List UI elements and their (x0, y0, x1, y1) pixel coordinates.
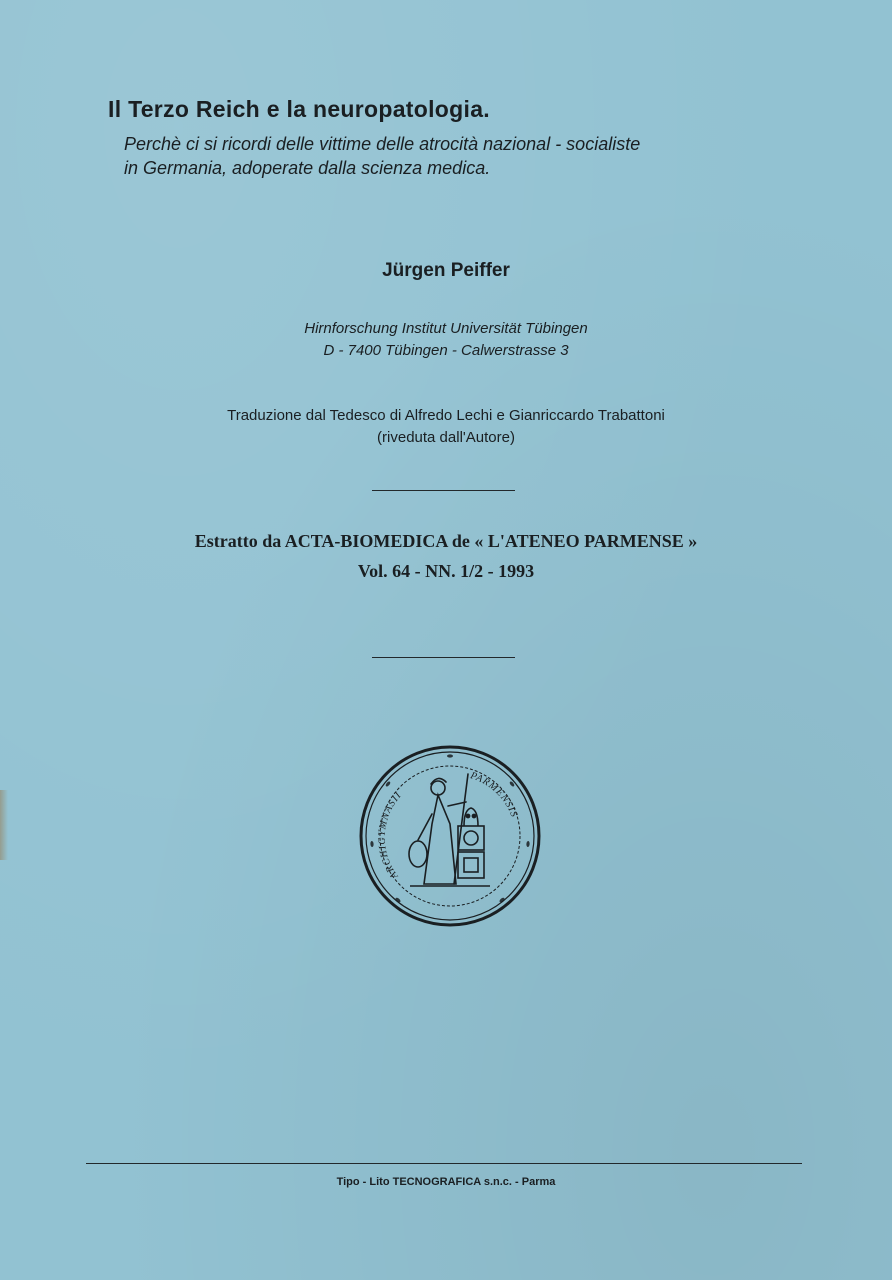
translation-line-2: (riveduta dall'Autore) (377, 429, 515, 446)
svg-text:ARCHIGYMNASII (377, 790, 404, 882)
subtitle-line-2: in Germania, adoperate dalla scienza medica. (124, 158, 491, 178)
extract-info (0, 526, 892, 586)
footer-rule (86, 1163, 802, 1164)
translation-line-1: Traduzione dal Tedesco di Alfredo Lechi e Gianriccardo Trabattoni (227, 407, 665, 424)
seal-text-left: ARCHIGYMNASII (376, 789, 405, 881)
extract-line-2: Vol. 64 - NN. 1/2 - 1993 (357, 561, 535, 581)
divider-top (372, 490, 515, 491)
seal-text-right: PARMENSIS (468, 770, 520, 820)
affiliation-line-2: D - 7400 Tübingen - Calwerstrasse 3 (323, 342, 569, 359)
subtitle-line-1: Perchè ci si ricordi delle vittime delle atrocità nazional - socialiste (124, 134, 641, 154)
subtitle (124, 132, 764, 180)
affiliation-line-1: Hirnforschung Institut Universität Tübingen (304, 320, 588, 337)
author-name: Jürgen Peiffer (382, 260, 510, 281)
extract-line-1: Estratto da ACTA-BIOMEDICA de « L'ATENEO PARMENSE » (194, 531, 698, 551)
divider-bottom (372, 657, 515, 658)
printer-credit: Tipo - Lito TECNOGRAFICA s.n.c. - Parma (336, 1176, 556, 1188)
university-seal-logo (358, 744, 542, 928)
paper-stain (0, 790, 8, 860)
affiliation (0, 318, 892, 362)
translation-credit (0, 405, 892, 449)
page-title: Il Terzo Reich e la neuropatologia. (108, 96, 490, 122)
